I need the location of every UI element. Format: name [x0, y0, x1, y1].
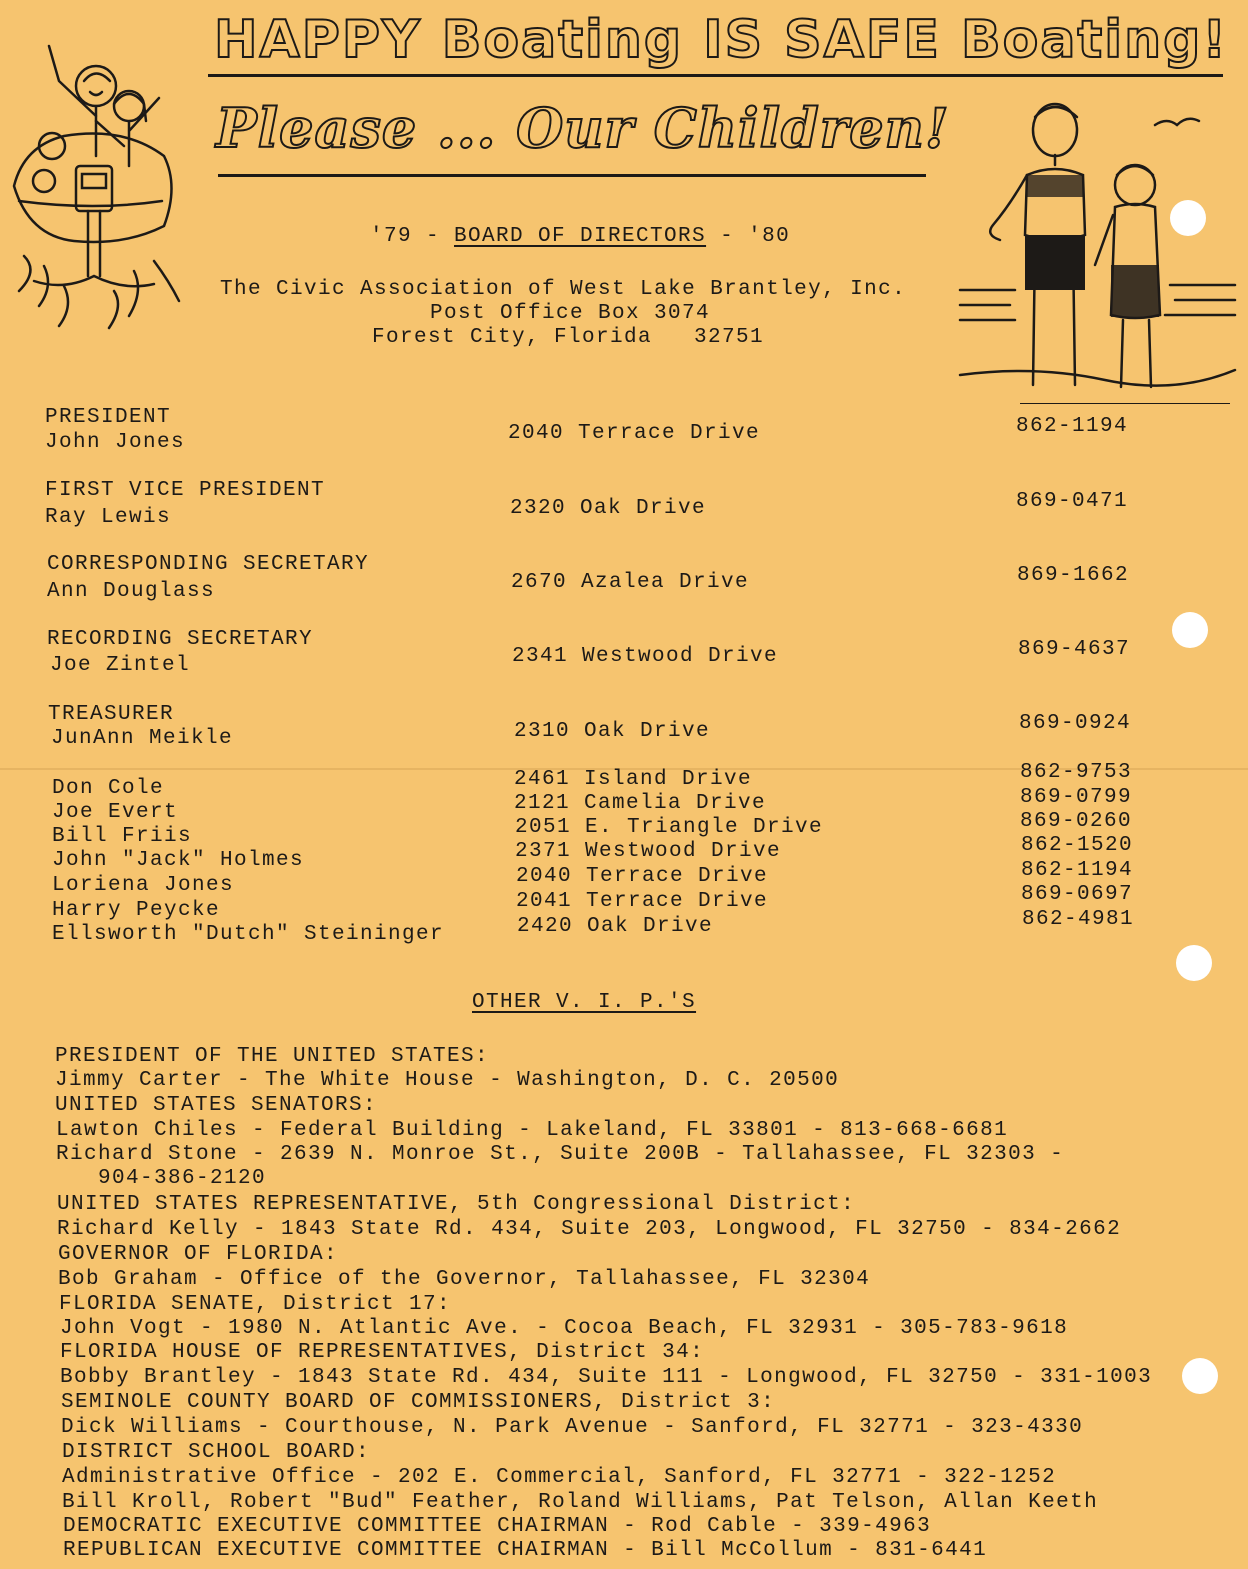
- officer-address: 2310 Oak Drive: [514, 720, 711, 743]
- director-address: 2040 Terrace Drive: [516, 865, 769, 888]
- officer-phone: 869-0471: [1016, 490, 1129, 513]
- officer-title: PRESIDENT: [45, 406, 172, 429]
- officer-address: 2670 Azalea Drive: [511, 571, 750, 594]
- director-address: 2041 Terrace Drive: [516, 890, 769, 913]
- director-address: 2051 E. Triangle Drive: [515, 816, 824, 839]
- vip-office: UNITED STATES SENATORS:: [55, 1094, 378, 1117]
- director-name: Don Cole: [52, 777, 165, 800]
- vip-office: DISTRICT SCHOOL BOARD:: [62, 1441, 371, 1464]
- officer-name: JunAnn Meikle: [51, 727, 234, 750]
- officer-title: RECORDING SECRETARY: [47, 628, 314, 651]
- board-heading: [370, 225, 790, 249]
- director-address: 2461 Island Drive: [514, 768, 753, 791]
- board-title: BOARD OF DIRECTORS: [454, 225, 707, 248]
- organization-address-line-2: Forest City, Florida 32751: [372, 326, 765, 349]
- officer-phone: 869-0924: [1019, 712, 1132, 735]
- vip-office: UNITED STATES REPRESENTATIVE, 5th Congressional District:: [57, 1193, 856, 1216]
- vip-contact: DEMOCRATIC EXECUTIVE COMMITTEE CHAIRMAN - Rod Cable - 339-4963: [63, 1515, 932, 1538]
- director-name: John "Jack" Holmes: [52, 849, 305, 872]
- organization-name: The Civic Association of West Lake Brantley, Inc.: [220, 278, 907, 301]
- headline-safe-boating: HAPPY Boating IS SAFE Boating!: [214, 10, 1229, 70]
- director-name: Bill Friis: [52, 825, 193, 848]
- officer-name: John Jones: [45, 431, 186, 454]
- vip-office: PRESIDENT OF THE UNITED STATES:: [55, 1045, 490, 1068]
- vip-contact: Jimmy Carter - The White House - Washington, D. C. 20500: [55, 1069, 840, 1092]
- director-name: Joe Evert: [52, 801, 179, 824]
- vip-contact: Lawton Chiles - Federal Building - Lakeland, FL 33801 - 813-668-6681: [56, 1119, 1009, 1142]
- vip-contact: John Vogt - 1980 N. Atlantic Ave. - Cocoa Beach, FL 32931 - 305-783-9618: [60, 1317, 1069, 1340]
- headline-rule: [208, 74, 1223, 77]
- officer-address: 2341 Westwood Drive: [512, 645, 779, 668]
- officer-title: CORRESPONDING SECRETARY: [47, 553, 370, 576]
- headline-our-children: Please ... Our Children!: [216, 96, 950, 160]
- director-phone: 869-0697: [1021, 883, 1134, 906]
- officer-phone: 869-4637: [1018, 638, 1131, 661]
- vip-contact: Richard Kelly - 1843 State Rd. 434, Suite 203, Longwood, FL 32750 - 834-2662: [57, 1218, 1122, 1241]
- punch-hole: [1176, 945, 1212, 981]
- director-address: 2121 Camelia Drive: [514, 792, 767, 815]
- director-name: Loriena Jones: [52, 874, 235, 897]
- divider: [1020, 403, 1230, 404]
- vip-contact: Bobby Brantley - 1843 State Rd. 434, Suite 111 - Longwood, FL 32750 - 331-1003: [60, 1366, 1153, 1389]
- director-phone: 869-0260: [1020, 810, 1133, 833]
- punch-hole: [1182, 1358, 1218, 1394]
- director-address: 2420 Oak Drive: [517, 915, 714, 938]
- officer-phone: 862-1194: [1016, 415, 1129, 438]
- vip-contact: Richard Stone - 2639 N. Monroe St., Suite 200B - Tallahassee, FL 32303 -: [56, 1143, 1065, 1166]
- officer-title: TREASURER: [48, 703, 175, 726]
- officer-title: FIRST VICE PRESIDENT: [45, 479, 326, 502]
- officer-phone: 869-1662: [1017, 564, 1130, 587]
- vip-office: SEMINOLE COUNTY BOARD OF COMMISSIONERS, District 3:: [61, 1391, 776, 1414]
- vip-contact: 904-386-2120: [56, 1167, 267, 1190]
- director-phone: 862-9753: [1020, 761, 1133, 784]
- officer-name: Joe Zintel: [50, 654, 191, 677]
- director-phone: 862-4981: [1022, 908, 1135, 931]
- director-name: Ellsworth "Dutch" Steininger: [52, 923, 445, 946]
- board-years-end: - '80: [706, 225, 791, 248]
- officer-address: 2320 Oak Drive: [510, 497, 707, 520]
- boat-family-illustration: [4, 36, 194, 336]
- officer-name: Ann Douglass: [47, 580, 216, 603]
- vip-contact: Dick Williams - Courthouse, N. Park Avenue - Sanford, FL 32771 - 323-4330: [61, 1416, 1084, 1439]
- director-address: 2371 Westwood Drive: [515, 840, 782, 863]
- officer-name: Ray Lewis: [45, 506, 172, 529]
- headline-rule: [218, 174, 926, 177]
- director-name: Harry Peycke: [52, 899, 221, 922]
- vip-office: FLORIDA HOUSE OF REPRESENTATIVES, District 34:: [60, 1341, 705, 1364]
- vip-contact: REPUBLICAN EXECUTIVE COMMITTEE CHAIRMAN - Bill McCollum - 831-6441: [63, 1539, 988, 1562]
- director-phone: 862-1194: [1021, 859, 1134, 882]
- vip-contact: Bob Graham - Office of the Governor, Tallahassee, FL 32304: [58, 1268, 871, 1291]
- vips-heading: OTHER V. I. P.'S: [472, 991, 697, 1014]
- director-phone: 862-1520: [1021, 834, 1134, 857]
- board-years-start: '79 -: [370, 225, 455, 248]
- vip-contact: Administrative Office - 202 E. Commercial, Sanford, FL 32771 - 322-1252: [62, 1466, 1057, 1489]
- officer-address: 2040 Terrace Drive: [508, 422, 761, 445]
- organization-address-line-1: Post Office Box 3074: [430, 302, 711, 325]
- punch-hole: [1172, 612, 1208, 648]
- vip-office: FLORIDA SENATE, District 17:: [59, 1293, 452, 1316]
- vip-office: GOVERNOR OF FLORIDA:: [58, 1243, 339, 1266]
- director-phone: 869-0799: [1020, 786, 1133, 809]
- children-at-shore-illustration: [955, 95, 1240, 395]
- vip-contact: Bill Kroll, Robert "Bud" Feather, Roland Williams, Pat Telson, Allan Keeth: [62, 1491, 1099, 1514]
